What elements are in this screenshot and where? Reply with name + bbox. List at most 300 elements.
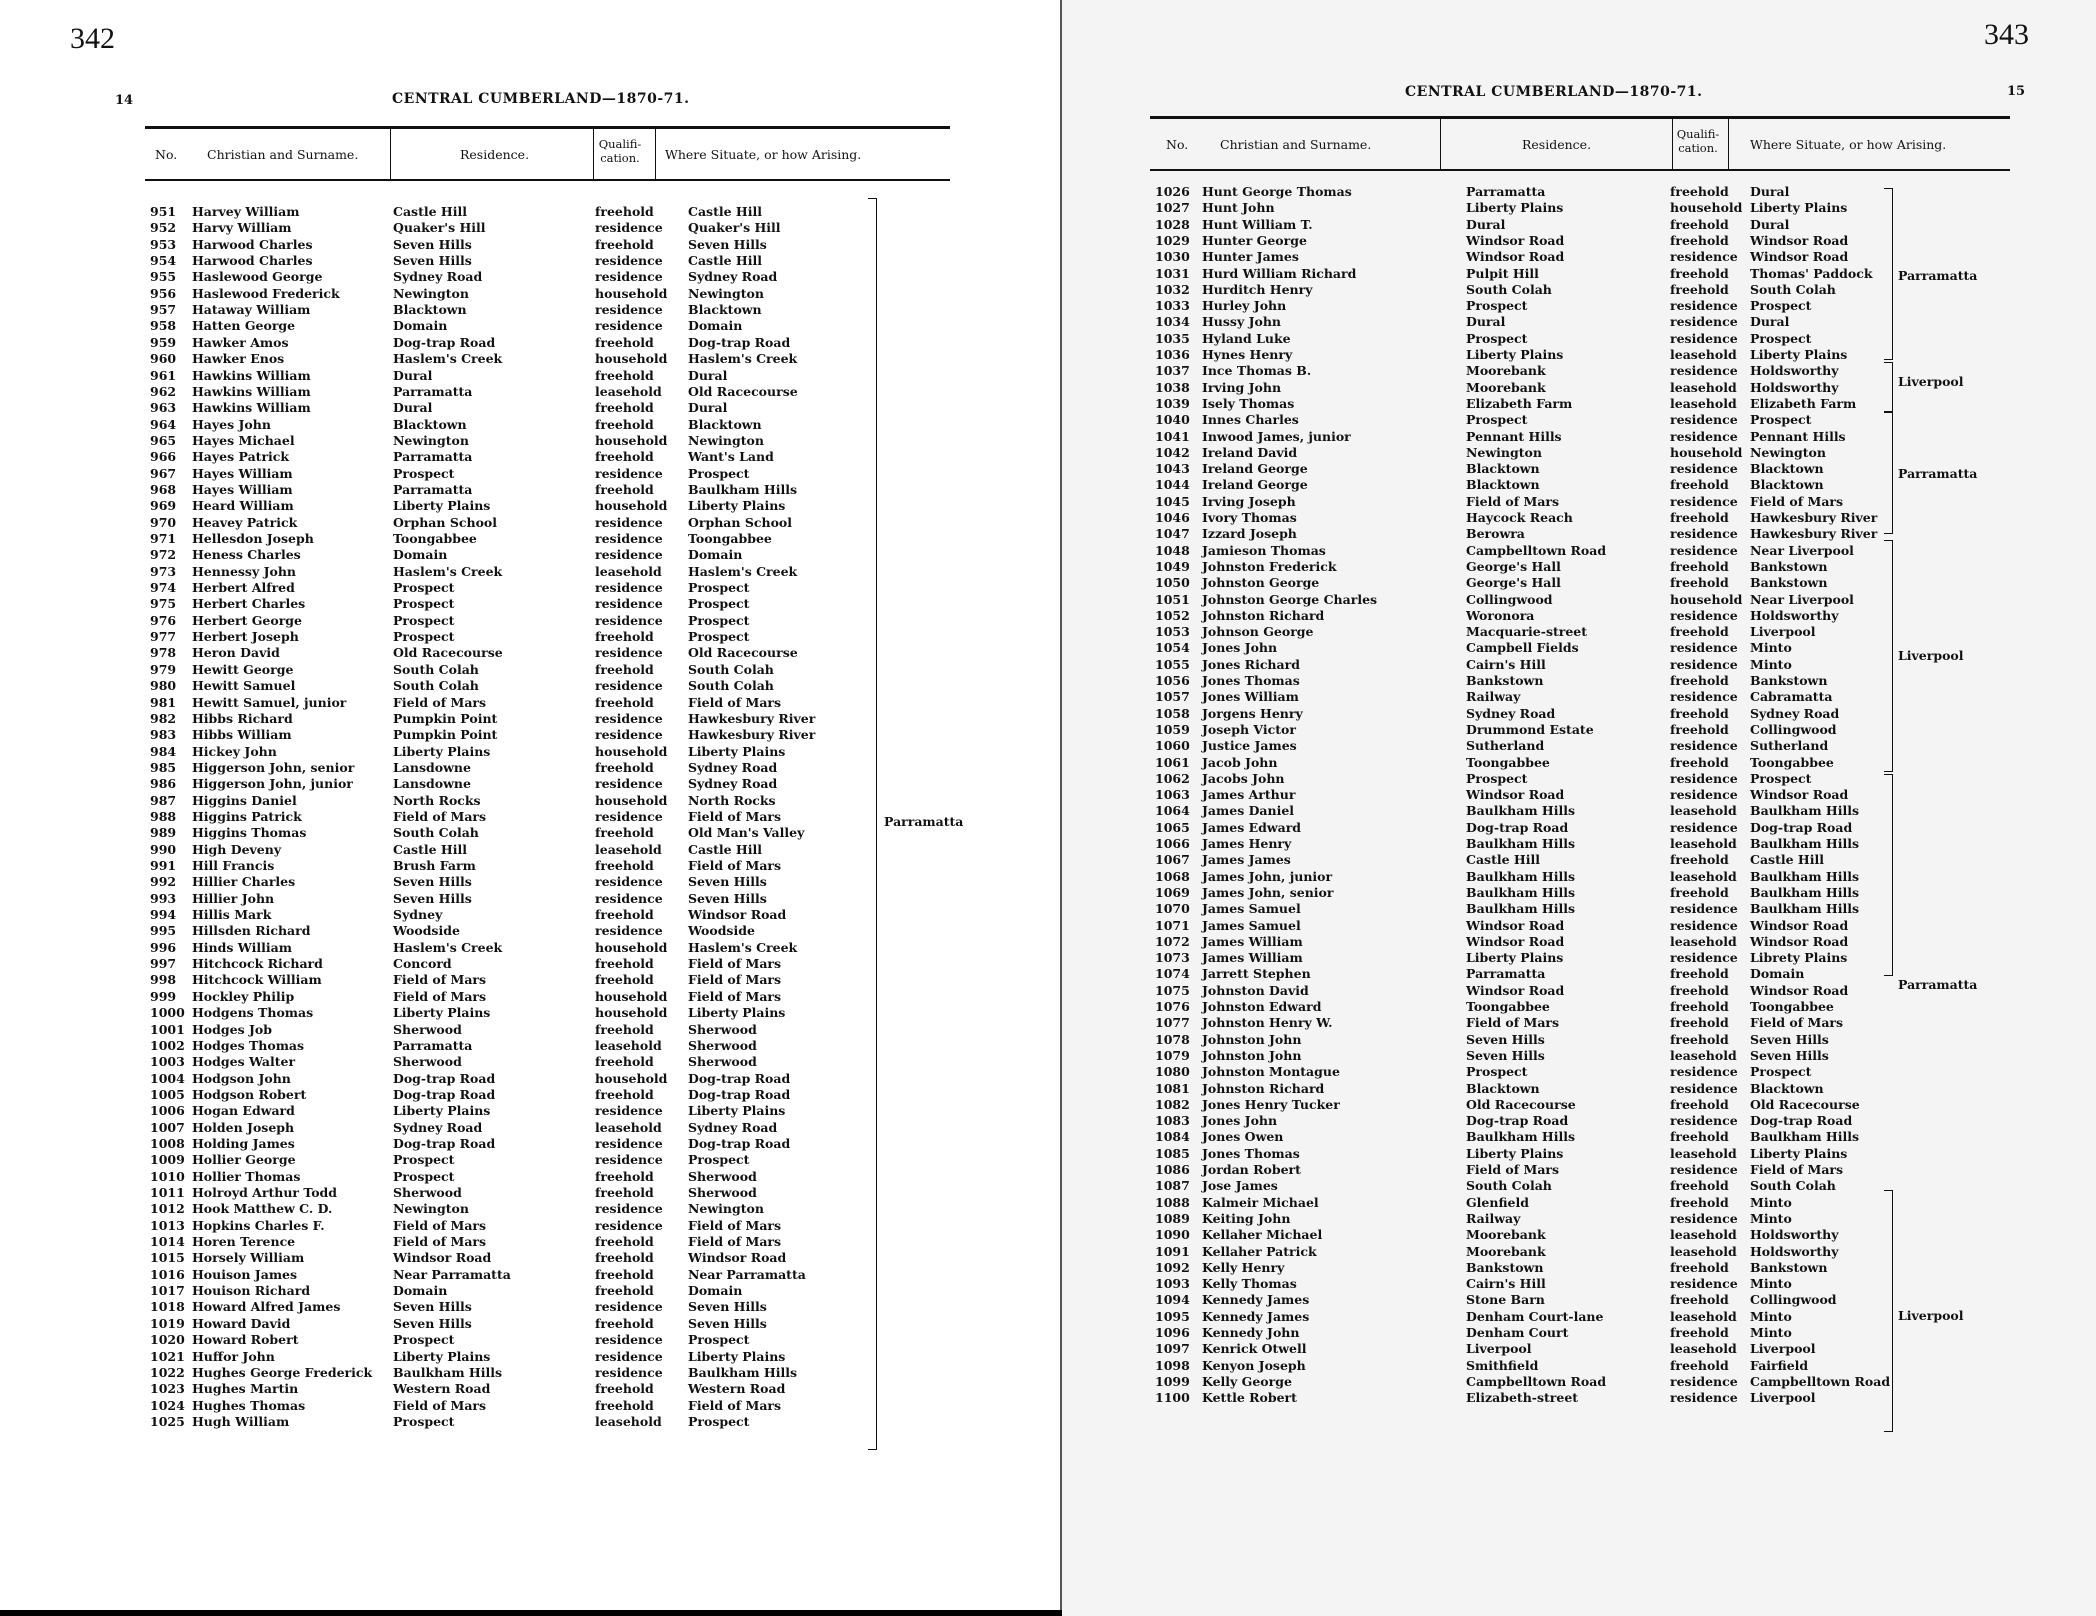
voter-name: Jacob John xyxy=(1202,754,1278,770)
qualification: household xyxy=(595,1005,668,1021)
qualification: residence xyxy=(1670,1113,1738,1129)
voter-name: Ireland George xyxy=(1202,461,1308,477)
where-situate: Old Racecourse xyxy=(688,645,798,661)
entry-number: 1072 xyxy=(1155,933,1190,949)
voter-name: Harvy William xyxy=(192,220,292,236)
voter-name: Inwood James, junior xyxy=(1202,428,1351,444)
table-row xyxy=(145,1349,905,1365)
residence: Liberty Plains xyxy=(1466,950,1564,966)
table-row xyxy=(145,678,905,694)
voter-name: Hynes Henry xyxy=(1202,347,1293,362)
where-situate: Old Racecourse xyxy=(688,383,798,399)
table-row xyxy=(145,1169,905,1185)
entry-number: 1100 xyxy=(1155,1390,1190,1406)
qualification: freehold xyxy=(595,661,654,677)
where-situate: Field of Mars xyxy=(688,808,782,824)
qualification: household xyxy=(595,432,668,448)
residence: Field of Mars xyxy=(393,694,487,710)
table-row xyxy=(1150,380,1950,396)
qualification: residence xyxy=(595,874,663,890)
residence: Liberty Plains xyxy=(1466,200,1564,216)
table-row xyxy=(1150,1015,1950,1031)
table-row xyxy=(145,793,905,809)
where-situate: Holdsworthy xyxy=(1750,1243,1839,1259)
where-situate: Domain xyxy=(688,547,743,563)
voter-name: Kennedy John xyxy=(1202,1325,1300,1340)
residence: Prospect xyxy=(393,629,455,645)
table-row xyxy=(145,1381,905,1397)
qualification: freehold xyxy=(595,1054,654,1070)
table-row xyxy=(1150,1292,1950,1308)
where-situate: Sherwood xyxy=(688,1021,757,1037)
table-row xyxy=(145,1218,905,1234)
where-situate: Blacktown xyxy=(688,302,762,318)
qualification: freehold xyxy=(1670,1259,1729,1275)
residence: Parramatta xyxy=(393,383,473,399)
residence: Liberty Plains xyxy=(1466,347,1564,362)
voter-name: Hibbs Richard xyxy=(192,710,293,726)
qualification: freehold xyxy=(595,1381,654,1397)
where-situate: Baulkham Hills xyxy=(1750,868,1860,884)
entry-number: 978 xyxy=(150,645,177,661)
table-row xyxy=(145,842,905,858)
residence: Prospect xyxy=(1466,330,1528,346)
entry-number: 1036 xyxy=(1155,347,1190,362)
table-row xyxy=(1150,624,1950,640)
residence: South Colah xyxy=(1466,1178,1552,1194)
residence: Field of Mars xyxy=(393,1234,487,1250)
qualification: household xyxy=(595,988,668,1004)
voter-name: Hunt John xyxy=(1202,200,1275,216)
qualification: freehold xyxy=(1670,1031,1729,1047)
residence: Pumpkin Point xyxy=(393,727,498,743)
qualification: residence xyxy=(595,612,663,628)
voter-name: Higgerson John, junior xyxy=(192,776,353,792)
table-row xyxy=(1150,1325,1950,1341)
table-row xyxy=(145,482,905,498)
residence: Liverpool xyxy=(1466,1341,1532,1357)
entry-number: 1051 xyxy=(1155,591,1190,607)
residence: Haycock Reach xyxy=(1466,510,1573,525)
entry-number: 1064 xyxy=(1155,803,1190,819)
residence: Baulkham Hills xyxy=(1466,884,1576,900)
qualification: residence xyxy=(1670,1373,1738,1389)
voter-name: Hollier Thomas xyxy=(192,1168,301,1184)
entry-number: 1015 xyxy=(150,1250,185,1266)
table-row xyxy=(145,1398,905,1414)
voter-name: Johnston John xyxy=(1202,1047,1302,1063)
qualification: residence xyxy=(1670,1162,1738,1177)
qualification: leasehold xyxy=(1670,836,1737,851)
where-situate: Blacktown xyxy=(1750,477,1824,493)
qualification: freehold xyxy=(595,481,654,497)
table-row xyxy=(1150,1032,1950,1048)
entry-number: 1013 xyxy=(150,1217,185,1233)
table-row xyxy=(145,1283,905,1299)
qualification: residence xyxy=(1670,738,1738,754)
district-label: Parramatta xyxy=(1898,268,1978,283)
residence: Sherwood xyxy=(393,1021,462,1037)
table-row xyxy=(145,940,905,956)
qualification: residence xyxy=(1670,950,1738,966)
qualification: leasehold xyxy=(595,563,662,579)
where-situate: Dog-trap Road xyxy=(688,1070,791,1086)
where-situate: Seven Hills xyxy=(688,1299,767,1315)
entry-number: 1088 xyxy=(1155,1194,1190,1210)
table-row xyxy=(145,384,905,400)
voter-name: Hurditch Henry xyxy=(1202,281,1313,297)
where-situate: Dog-trap Road xyxy=(688,1135,791,1151)
voter-name: James James xyxy=(1202,852,1291,868)
where-situate: Castle Hill xyxy=(688,841,762,857)
qualification: leasehold xyxy=(595,841,662,857)
where-situate: Minto xyxy=(1750,656,1792,672)
entry-number: 1068 xyxy=(1155,868,1190,884)
table-row xyxy=(1150,738,1950,754)
table-row xyxy=(1150,1341,1950,1357)
entry-number: 1080 xyxy=(1155,1064,1190,1080)
entry-number: 971 xyxy=(150,531,177,546)
qualification: freehold xyxy=(595,1283,654,1299)
where-situate: Baulkham Hills xyxy=(1750,1129,1860,1145)
entry-number: 967 xyxy=(150,465,177,481)
entry-number: 1019 xyxy=(150,1315,185,1331)
entry-number: 1042 xyxy=(1155,444,1190,460)
where-situate: Newington xyxy=(1750,444,1826,460)
qualification: residence xyxy=(1670,542,1738,558)
entry-number: 966 xyxy=(150,449,177,465)
voter-name: Jones John xyxy=(1202,1113,1278,1129)
voter-name: Jones Thomas xyxy=(1202,673,1300,688)
voter-name: Justice James xyxy=(1202,738,1297,754)
qualification: leasehold xyxy=(1670,379,1737,395)
entry-number: 1029 xyxy=(1155,232,1190,248)
residence: Elizabeth-street xyxy=(1466,1390,1579,1406)
where-situate: Seven Hills xyxy=(688,874,767,890)
entry-number: 1097 xyxy=(1155,1341,1190,1357)
entry-number: 1079 xyxy=(1155,1047,1190,1063)
entry-number: 1016 xyxy=(150,1266,185,1282)
entry-number: 970 xyxy=(150,514,177,530)
where-situate: Toongabbee xyxy=(1750,999,1834,1014)
qualification: leasehold xyxy=(1670,868,1737,884)
where-situate: Seven Hills xyxy=(1750,1047,1829,1063)
residence: Denham Court xyxy=(1466,1325,1569,1340)
voter-name: Hinds William xyxy=(192,939,292,955)
residence: Orphan School xyxy=(393,514,497,530)
right-page xyxy=(1062,0,2096,1616)
table-row xyxy=(1150,396,1950,412)
where-situate: Minto xyxy=(1750,1210,1792,1226)
table-row xyxy=(1150,836,1950,852)
entry-number: 1010 xyxy=(150,1168,185,1184)
table-row xyxy=(145,1250,905,1266)
table-row xyxy=(1150,1211,1950,1227)
qualification: freehold xyxy=(1670,281,1729,297)
residence: Field of Mars xyxy=(393,1217,487,1233)
entry-number: 1081 xyxy=(1155,1080,1190,1096)
entry-number: 1090 xyxy=(1155,1227,1190,1243)
table-row xyxy=(145,1332,905,1348)
entry-number: 1014 xyxy=(150,1234,185,1250)
entry-number: 1044 xyxy=(1155,477,1190,493)
where-situate: Bankstown xyxy=(1750,558,1828,574)
voter-name: Ireland David xyxy=(1202,444,1298,460)
where-situate: Windsor Road xyxy=(1750,917,1849,933)
where-situate: Field of Mars xyxy=(688,694,782,710)
qualification: leasehold xyxy=(1670,1145,1737,1161)
qualification: residence xyxy=(595,1152,663,1168)
entry-number: 1030 xyxy=(1155,249,1190,265)
where-situate: Holdsworthy xyxy=(1750,379,1839,395)
entry-number: 984 xyxy=(150,743,177,759)
table-row xyxy=(1150,852,1950,868)
qualification: residence xyxy=(1670,493,1738,509)
qualification: freehold xyxy=(595,858,654,873)
where-situate: Windsor Road xyxy=(1750,787,1849,803)
residence: Parramatta xyxy=(393,481,473,497)
qualification: leasehold xyxy=(1670,1243,1737,1259)
qualification: freehold xyxy=(595,400,654,416)
voter-name: Jones John xyxy=(1202,640,1278,656)
entry-number: 1035 xyxy=(1155,330,1190,346)
voter-name: Horen Terence xyxy=(192,1234,296,1250)
voter-name: Hill Francis xyxy=(192,858,275,873)
voter-name: Isely Thomas xyxy=(1202,395,1295,411)
entry-number: 960 xyxy=(150,351,177,367)
where-situate: Castle Hill xyxy=(688,204,762,219)
entry-number: 1008 xyxy=(150,1135,185,1151)
col-residence: Residence. xyxy=(1522,137,1592,152)
residence: Prospect xyxy=(393,1332,455,1348)
voter-name: Houison James xyxy=(192,1266,298,1282)
residence: Old Racecourse xyxy=(393,645,503,661)
where-situate: Seven Hills xyxy=(688,236,767,252)
where-situate: Field of Mars xyxy=(1750,1015,1844,1031)
table-row xyxy=(145,237,905,253)
qualification: household xyxy=(595,285,668,301)
page-title: CENTRAL CUMBERLAND—1870-71. xyxy=(1405,84,1703,100)
voter-name: Hayes William xyxy=(192,465,293,481)
table-row xyxy=(145,874,905,890)
residence: Lansdowne xyxy=(393,759,471,775)
table-row xyxy=(1150,869,1950,885)
entry-number: 1004 xyxy=(150,1070,185,1086)
qualification: freehold xyxy=(1670,852,1729,868)
voter-name: Izzard Joseph xyxy=(1202,526,1297,542)
voter-name: Haslewood Frederick xyxy=(192,285,340,301)
voter-name: Jorgens Henry xyxy=(1202,705,1303,721)
residence: Railway xyxy=(1466,1210,1521,1226)
entry-number: 987 xyxy=(150,792,177,808)
qualification: residence xyxy=(595,776,663,792)
residence: Bankstown xyxy=(1466,673,1544,688)
where-situate: Woodside xyxy=(688,923,755,939)
entry-number: 1011 xyxy=(150,1185,185,1200)
where-situate: Liberty Plains xyxy=(688,1348,786,1364)
residence: Cairn's Hill xyxy=(1466,1276,1546,1292)
qualification: residence xyxy=(1670,770,1738,786)
qualification: residence xyxy=(595,465,663,481)
table-row xyxy=(145,1120,905,1136)
district-label: Liverpool xyxy=(1898,1308,1964,1323)
entry-number: 1055 xyxy=(1155,656,1190,672)
voter-name: Johnston John xyxy=(1202,1031,1302,1047)
entry-number: 1022 xyxy=(150,1364,185,1380)
entry-number: 993 xyxy=(150,890,177,906)
residence: Railway xyxy=(1466,689,1521,705)
residence: Concord xyxy=(393,956,452,972)
voter-name: Higgins Daniel xyxy=(192,792,297,808)
table-row xyxy=(145,923,905,939)
table-header xyxy=(1150,116,2010,171)
where-situate: South Colah xyxy=(688,661,774,677)
voter-name: Jose James xyxy=(1202,1178,1278,1194)
where-situate: Baulkham Hills xyxy=(688,481,798,497)
district-bracket xyxy=(1884,362,1893,412)
residence: Dural xyxy=(1466,314,1506,330)
table-row xyxy=(1150,722,1950,738)
table-row xyxy=(1150,217,1950,233)
residence: Newington xyxy=(393,285,469,301)
residence: Pulpit Hill xyxy=(1466,265,1539,281)
residence: Parramatta xyxy=(393,1037,473,1053)
table-row xyxy=(1150,282,1950,298)
where-situate: Seven Hills xyxy=(688,890,767,906)
where-situate: Prospect xyxy=(1750,770,1812,786)
voter-name: Hodgson Robert xyxy=(192,1086,307,1102)
table-row xyxy=(1150,477,1950,493)
table-row xyxy=(1150,445,1950,461)
residence: Dural xyxy=(393,367,433,383)
voter-name: Hodges Job xyxy=(192,1021,272,1037)
residence: Liberty Plains xyxy=(393,1005,491,1021)
qualification: household xyxy=(595,792,668,808)
voter-name: Hollier George xyxy=(192,1152,296,1168)
qualification: residence xyxy=(595,1103,663,1119)
voter-name: Horsely William xyxy=(192,1250,305,1266)
entry-number: 1095 xyxy=(1155,1308,1190,1324)
where-situate: Liverpool xyxy=(1750,624,1816,640)
table-row xyxy=(145,1103,905,1119)
entry-number: 1087 xyxy=(1155,1178,1190,1194)
table-row xyxy=(1150,1097,1950,1113)
residence: Castle Hill xyxy=(393,204,467,219)
table-row xyxy=(145,253,905,269)
residence: Castle Hill xyxy=(393,841,467,857)
voter-name: Johnson George xyxy=(1202,624,1314,640)
voter-name: Hennessy John xyxy=(192,563,297,579)
where-situate: Blacktown xyxy=(1750,461,1824,477)
where-situate: Holdsworthy xyxy=(1750,1227,1839,1243)
entry-number: 989 xyxy=(150,825,177,841)
table-row xyxy=(145,547,905,563)
voter-name: Hewitt Samuel xyxy=(192,678,296,694)
entry-number: 1057 xyxy=(1155,689,1190,705)
where-situate: Bankstown xyxy=(1750,575,1828,591)
where-situate: Liberty Plains xyxy=(1750,347,1848,362)
table-row xyxy=(1150,1081,1950,1097)
table-row xyxy=(145,220,905,236)
where-situate: Liberty Plains xyxy=(688,1005,786,1021)
residence: Liberty Plains xyxy=(393,743,491,759)
where-situate: Elizabeth Farm xyxy=(1750,395,1857,411)
voter-name: Howard Robert xyxy=(192,1332,299,1348)
table-row xyxy=(145,662,905,678)
residence: Blacktown xyxy=(1466,461,1540,477)
table-row xyxy=(1150,999,1950,1015)
voter-name: Joseph Victor xyxy=(1202,721,1296,737)
where-situate: Haslem's Creek xyxy=(688,351,798,367)
voter-name: Johnston George Charles xyxy=(1202,591,1378,607)
where-situate: Baulkham Hills xyxy=(688,1364,798,1380)
residence: Campbell Fields xyxy=(1466,640,1579,656)
voter-name: Kenyon Joseph xyxy=(1202,1357,1306,1373)
col-situate: Where Situate, or how Arising. xyxy=(665,147,862,162)
table-row xyxy=(145,989,905,1005)
residence: Toongabbee xyxy=(1466,754,1550,770)
residence: Woodside xyxy=(393,923,460,939)
table-row xyxy=(145,1316,905,1332)
where-situate: Cabramatta xyxy=(1750,689,1833,705)
table-row xyxy=(1150,1178,1950,1194)
entry-number: 981 xyxy=(150,694,177,710)
qualification: residence xyxy=(1670,1390,1738,1406)
residence: Newington xyxy=(1466,444,1542,460)
qualification: freehold xyxy=(1670,1015,1729,1031)
table-row xyxy=(145,760,905,776)
residence: Domain xyxy=(393,547,448,563)
where-situate: Field of Mars xyxy=(688,1234,782,1250)
where-situate: Domain xyxy=(688,1283,743,1299)
table-row xyxy=(145,695,905,711)
qualification: residence xyxy=(595,923,663,939)
where-situate: Liberty Plains xyxy=(688,498,786,514)
table-row xyxy=(145,580,905,596)
residence: Elizabeth Farm xyxy=(1466,395,1573,411)
qualification: residence xyxy=(595,710,663,726)
qualification: household xyxy=(1670,200,1743,216)
residence: Old Racecourse xyxy=(1466,1096,1576,1112)
table-row xyxy=(145,1234,905,1250)
voter-name: Herbert Charles xyxy=(192,596,306,612)
qualification: residence xyxy=(595,318,663,334)
entry-number: 1003 xyxy=(150,1054,185,1070)
where-situate: Minto xyxy=(1750,640,1792,656)
residence: Parramatta xyxy=(393,449,473,465)
where-situate: Blacktown xyxy=(1750,1080,1824,1096)
entry-number: 998 xyxy=(150,972,177,988)
qualification: freehold xyxy=(1670,1357,1729,1373)
table-row xyxy=(1150,1146,1950,1162)
residence: Windsor Road xyxy=(1466,933,1565,949)
voter-name: Hugh William xyxy=(192,1413,290,1429)
residence: Near Parramatta xyxy=(393,1266,511,1282)
qualification: freehold xyxy=(595,367,654,383)
where-situate: Windsor Road xyxy=(1750,249,1849,265)
table-row xyxy=(1150,1358,1950,1374)
residence: Windsor Road xyxy=(1466,917,1565,933)
residence: Moorebank xyxy=(1466,363,1546,379)
residence: Baulkham Hills xyxy=(1466,901,1576,917)
table-row xyxy=(145,368,905,384)
entry-number: 994 xyxy=(150,907,177,923)
entry-number: 1061 xyxy=(1155,754,1190,770)
residence: Windsor Road xyxy=(1466,249,1565,265)
district-label: Liverpool xyxy=(1898,374,1964,389)
where-situate: Dural xyxy=(1750,314,1790,330)
where-situate: Dural xyxy=(1750,216,1790,232)
